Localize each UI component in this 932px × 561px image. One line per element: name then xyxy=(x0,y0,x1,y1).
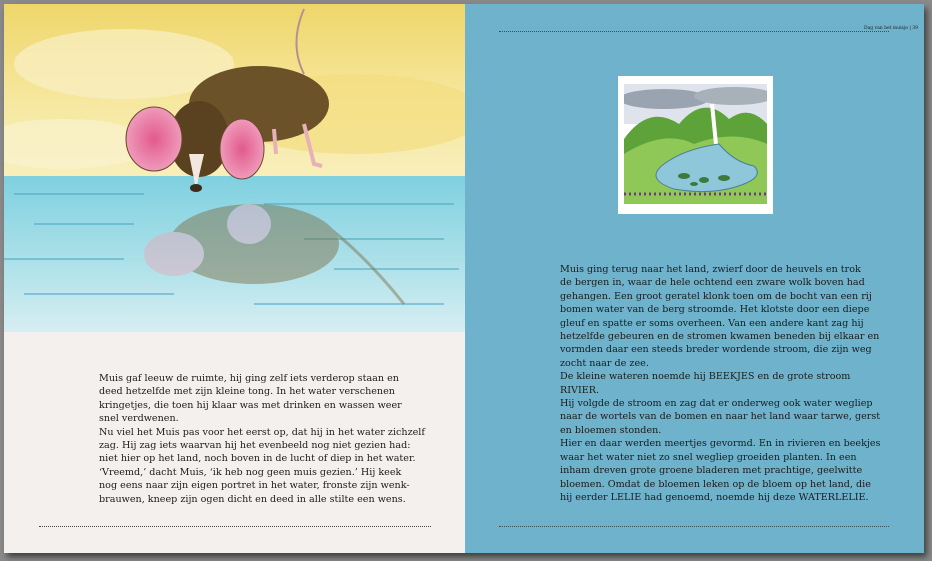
right-paragraph-line: Hij volgde de stroom en zag dat er onderweg ook water wegliep xyxy=(560,398,873,410)
right-paragraph-line: gehangen. Een groot geratel klonk toen om de bocht van een rij xyxy=(560,290,872,302)
left-page xyxy=(4,4,465,553)
right-paragraph-line: RIVIER. xyxy=(560,384,600,396)
book-spread xyxy=(4,4,924,553)
right-footer-rule xyxy=(499,526,889,527)
left-paragraph-line: ‘Vreemd,’ dacht Muis, ‘ik heb nog geen muis gezien.’ Hij keek xyxy=(99,466,402,478)
river-illustration-frame xyxy=(618,76,773,214)
mouse-drinking-illustration xyxy=(4,4,465,332)
right-paragraph-line: Hier en daar werden meertjes gevormd. En in rivieren en beekjes xyxy=(560,438,881,450)
right-paragraph-line: bomen water van de berg stroomde. Het klotste door een diepe xyxy=(560,304,870,316)
right-page xyxy=(465,4,924,553)
left-paragraph-line: niet hier op het land, noch boven in de lucht of diep in het water. xyxy=(99,453,416,465)
right-paragraph-line: de bergen in, waar de hele ochtend een zware wolk boven had xyxy=(560,277,865,289)
right-paragraph-line: zocht naar de zee. xyxy=(560,357,649,369)
mouse-illustration-svg xyxy=(4,4,465,332)
right-paragraph-line: vormden daar een steeds breder wordende stroom, die zijn weg xyxy=(560,344,872,356)
left-paragraph-line: snel verdwenen. xyxy=(99,413,179,425)
right-header-rule xyxy=(499,31,889,32)
left-page-text xyxy=(99,372,429,506)
right-paragraph-line: hij eerder LELIE had genoemd, noemde hij deze WATERLELIE. xyxy=(560,491,869,503)
left-paragraph-line: zag. Hij zag iets waarvan hij het evenbeeld nog niet gezien had: xyxy=(99,440,411,452)
left-paragraph-line: nog eens naar zijn eigen portret in het water, fronste zijn wenk- xyxy=(99,480,410,492)
right-paragraph-line: naar de wortels van de bomen en naar het land waar tarwe, gerst xyxy=(560,411,881,423)
left-paragraph-line: deed hetzelfde met zijn kleine tong. In het water verschenen xyxy=(99,386,395,398)
right-paragraph-line: bloemen. Omdat de bloemen leken op de bloem op het land, die xyxy=(560,478,871,490)
left-footer-rule xyxy=(39,526,431,527)
right-paragraph-line: waar het water niet zo snel wegliep groeiden planten. In een xyxy=(560,451,857,463)
right-page-text xyxy=(560,263,890,504)
right-paragraph-line: De kleine wateren noemde hij BEEKJES en de grote stroom xyxy=(560,371,851,383)
left-paragraph-line: brauwen, kneep zijn ogen dicht en deed in alle stilte een wens. xyxy=(99,493,406,505)
left-paragraph-line: Nu viel het Muis pas voor het eerst op, dat hij in het water zichzelf xyxy=(99,426,425,438)
right-paragraph-line: gleuf en spatte er soms overheen. Van een andere kant zag hij xyxy=(560,317,864,329)
right-paragraph-line: hetzelfde gebeuren en de stromen kwamen beneden bij elkaar en xyxy=(560,331,880,343)
right-paragraph-line: inham dreven grote groene bladeren met prachtige, geelwitte xyxy=(560,465,863,477)
running-head: Dag van het muisje | 39 xyxy=(863,26,918,31)
right-paragraph-line: Muis ging terug naar het land, zwierf door de heuvels en trok xyxy=(560,264,861,275)
left-paragraph-line: Muis gaf leeuw de ruimte, hij ging zelf iets verderop staan en xyxy=(99,373,399,384)
right-paragraph-line: en bloemen stonden. xyxy=(560,424,662,436)
river-illustration-svg xyxy=(624,84,767,204)
left-paragraph-line: kringetjes, die toen hij klaar was met drinken en wassen weer xyxy=(99,399,402,411)
